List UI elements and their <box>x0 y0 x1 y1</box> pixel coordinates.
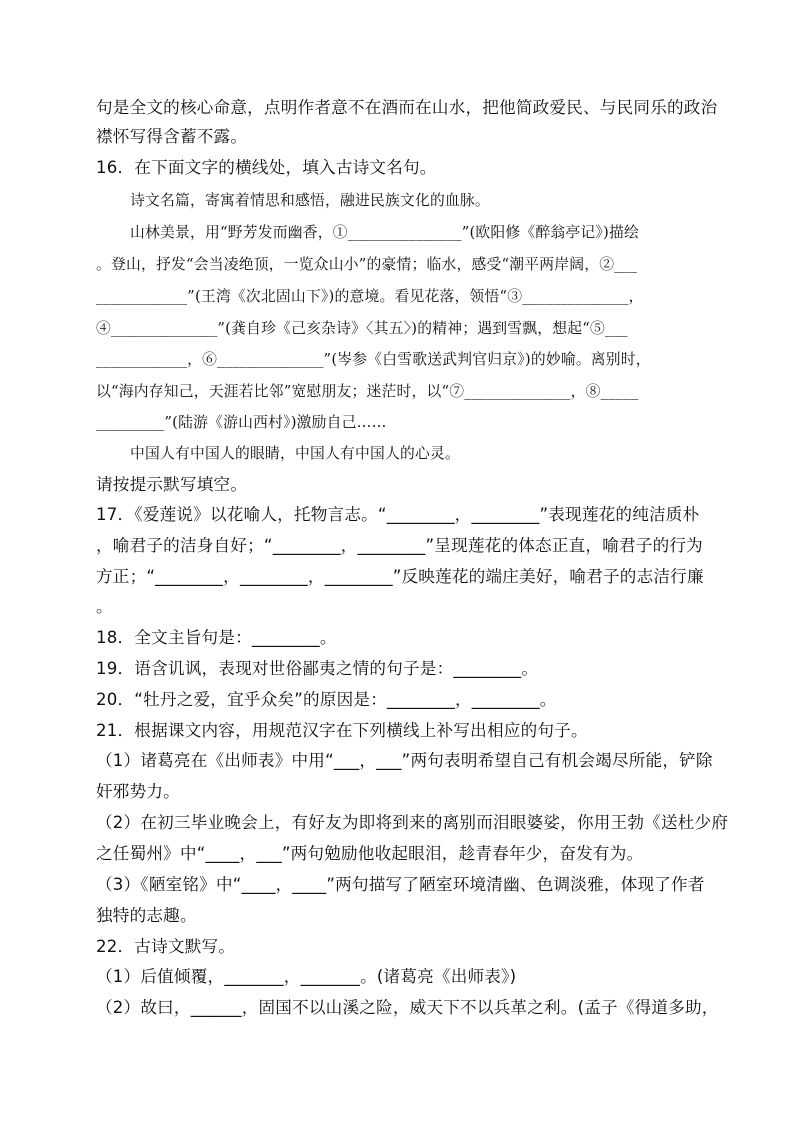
question-17: 17．《爱莲说》以花喻人，托物言志。“________，________”表现莲花的纯洁质朴 <box>96 505 700 524</box>
instruction-line: 请按提示默写填空。 <box>96 475 248 494</box>
question-18: 18．全文主旨句是：________。 <box>96 628 337 647</box>
poem-passage-line: 。登山，抒发“会当凌绝顶，一览众山小”的豪情；临水，感受“潮平两岸阔，②___ <box>96 256 637 273</box>
text-line: 句是全文的核心命意，点明作者意不在酒而在山水，把他简政爱民、与民同乐的政治 <box>96 98 718 117</box>
question-21-part: （3）《陋室铭》中“____，____”两句描写了陋室环境清幽、色调淡雅，体现了作者 <box>96 875 705 894</box>
question-21-part: 独特的志趣。 <box>96 906 197 925</box>
poem-passage-line: 诗文名篇，寄寓着情思和感悟，融进民族文化的血脉。 <box>130 192 490 209</box>
poem-passage-line: 山林美景，用“野芳发而幽香，①_______________”(欧阳修《醉翁亭记》)描绘 <box>130 224 639 241</box>
text-line: 襟怀写得含蓄不露。 <box>96 127 248 146</box>
question-21-part: （2）在初三毕业晚会上，有好友为即将到来的离别而泪眼婆娑，你用王勃《送杜少府 <box>96 813 729 832</box>
question-21-part: 奸邪势力。 <box>96 782 180 801</box>
question-19: 19．语含讥讽，表现对世俗鄙夷之情的句子是：________。 <box>96 659 539 678</box>
question-22-title: 22．古诗文默写。 <box>96 937 236 956</box>
question-17: 方正；“________，________，________”反映莲花的端庄美好，喻君子的志洁行廉 <box>96 567 704 586</box>
poem-passage-line: ④______________”(龚自珍《己亥杂诗》〈其五〉)的精神；遇到雪飘，想起“⑤___ <box>96 320 628 337</box>
question-17: ，喻君子的洁身自好；“________，________”呈现莲花的体态正直，喻君子的行为 <box>96 536 703 555</box>
question-22-part: （2）故曰，______，固国不以山溪之险，威天下不以兵革之利。(孟子《得道多助， <box>96 998 719 1017</box>
poem-passage-line: ____________，⑥______________”(岑参《白雪歌送武判官归京》)的妙喻。离别时， <box>96 351 651 368</box>
question-20: 20．“牡丹之爱，宜乎众矣”的原因是：________，________。 <box>96 690 557 709</box>
poem-passage-line: 以“海内存知己，天涯若比邻”宽慰朋友；迷茫时，以“⑦______________，⑧_____ <box>96 383 639 400</box>
question-22-part: （1）后值倾覆，_______，_______。(诸葛亮《出师表》) <box>96 967 517 986</box>
question-17: 。 <box>96 597 113 616</box>
poem-passage-line: ____________”(王湾《次北固山下》)的意境。看见花落，领悟“③______________， <box>96 288 644 305</box>
question-16-title: 16．在下面文字的横线处，填入古诗文名句。 <box>96 158 437 177</box>
question-21-part: 之任蜀州》中“____，___”两句勉励他收起眼泪，趁青春年少，奋发有为。 <box>96 844 644 863</box>
question-21-part: （1）诸葛亮在《出师表》中用“___，___”两句表明希望自己有机会竭尽所能，铲除 <box>96 751 713 770</box>
poem-passage-line: 中国人有中国人的眼睛，中国人有中国人的心灵。 <box>130 445 460 462</box>
question-21-title: 21．根据课文内容，用规范汉字在下列横线上补写出相应的句子。 <box>96 721 588 740</box>
poem-passage-line: _________”(陆游《游山西村》)激励自己…… <box>96 414 387 431</box>
